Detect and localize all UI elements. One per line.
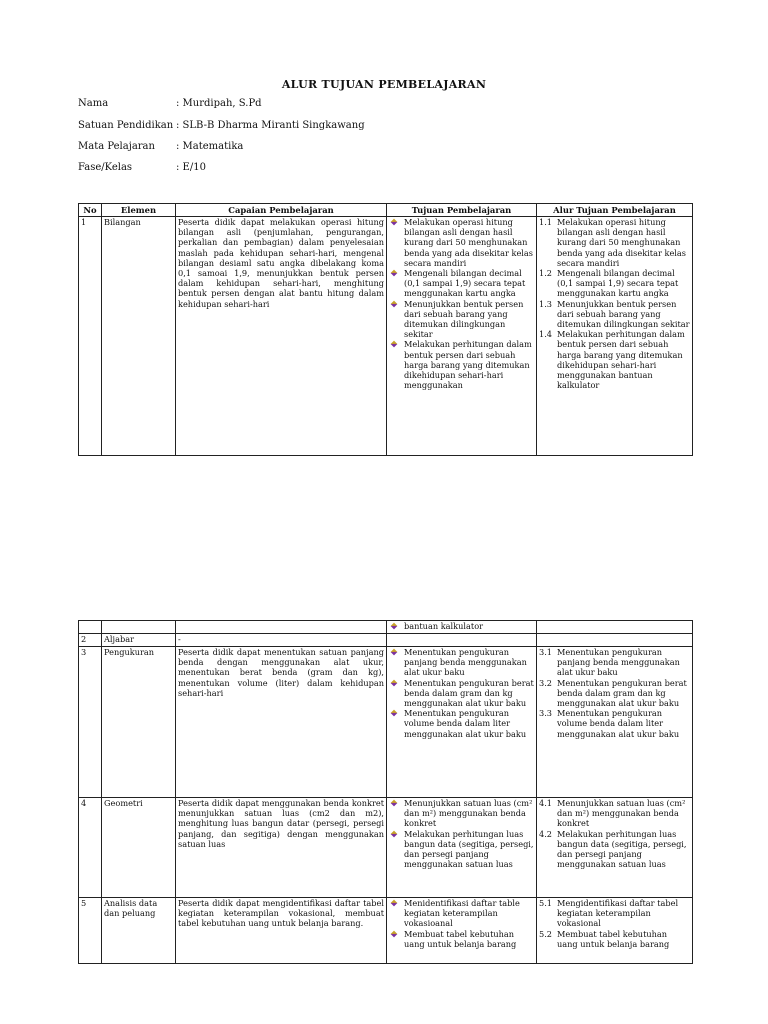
alur-item: [539, 929, 690, 949]
cell-elemen: Analisis data dan peluang: [102, 898, 176, 964]
alur-item: [539, 217, 690, 268]
tujuan-item: Membuat tabel kebutuhan uang untuk belanja barang: [389, 929, 534, 949]
alur-number: 1.3: [539, 298, 553, 309]
info-label: Mata Pelajaran: [78, 141, 155, 152]
table-row-continuation: [79, 621, 693, 634]
cell-elemen: Bilangan: [102, 217, 176, 456]
alur-text: Melakukan operasi hitung bilangan asli dengan hasil kurang dari 50 menghunakan benda yang ada disekitar kelas secara mandiri: [557, 217, 686, 268]
cell-alur: [537, 217, 693, 456]
info-label: Fase/Kelas: [78, 162, 133, 173]
tujuan-item: Melakukan operasi hitung bilangan asli dengan hasil kurang dari 50 menghunakan benda yang ada disekitar kelas secara mandiri: [389, 217, 534, 268]
header-tujuan: Tujuan Pembelajaran: [387, 204, 537, 217]
alur-text: Mengidentifikasi daftar tabel kegiatan keterampilan vokasional: [557, 898, 679, 929]
alur-item: [539, 678, 690, 709]
table-row: [79, 798, 693, 898]
document-title: ALUR TUJUAN PEMBELAJARAN: [281, 78, 487, 91]
cell-no: 1: [79, 217, 102, 456]
cell-no: 5: [79, 898, 102, 964]
info-label: Nama: [78, 98, 109, 109]
table-row: [79, 217, 693, 456]
cell-capaian: -: [176, 634, 387, 647]
alur-number: 1.2: [539, 268, 553, 279]
cell-tujuan-continuation: bantuan kalkulator: [387, 621, 537, 634]
tujuan-item: Menunjukkan satuan luas (cm² dan m²) menggunakan benda konkret: [389, 798, 534, 829]
table-row: [79, 634, 693, 647]
table-header-row: [79, 204, 693, 217]
alur-number: 5.1: [539, 898, 553, 908]
table-row: [79, 647, 693, 798]
alur-item: [539, 708, 690, 739]
cell-tujuan: [387, 217, 537, 456]
header-alur: Alur Tujuan Pembelajaran: [537, 204, 693, 217]
alur-number: 1.4: [539, 329, 553, 340]
alur-text: Menunjukkan satuan luas (cm² dan m²) menggunakan benda konkret: [557, 798, 686, 829]
cell-no: 4: [79, 798, 102, 898]
cell-alur: [537, 798, 693, 898]
alur-item: [539, 898, 690, 929]
tujuan-item: Menentukan pengukuran berat benda dalam gram dan kg menggunakan alat ukur baku: [389, 678, 534, 709]
alur-item: [539, 829, 690, 870]
alur-item: [539, 329, 690, 390]
tujuan-item: Menunjukkan bentuk persen dari sebuah barang yang ditemukan dilingkungan sekitar: [389, 299, 534, 340]
info-value: : SLB-B Dharma Miranti Singkawang: [176, 120, 365, 131]
header-no: No: [79, 204, 102, 217]
alur-item: [539, 798, 690, 829]
cell-no: 3: [79, 647, 102, 798]
alur-number: 3.3: [539, 708, 553, 719]
cell-capaian: Peserta didik dapat menentukan satuan panjang benda dengan menggunakan alat ukur, menentukan berat benda (gram dan kg), menentukan volume (liter) dalam kehidupan sehari-hari: [176, 647, 387, 798]
tujuan-item: Menidentifikasi daftar table kegiatan keterampilan vokasioanal: [389, 898, 534, 929]
cell-capaian: Peserta didik dapat mengidentifikasi daftar tabel kegiatan keterampilan vokasional, membuat tabel kebutuhan uang untuk belanja barang.: [176, 898, 387, 964]
alur-text: Membuat tabel kebutuhan uang untuk belanja barang: [557, 928, 670, 949]
alur-text: Menentukan pengukuran panjang benda menggunakan alat ukur baku: [557, 647, 680, 678]
alur-text: Mengenali bilangan decimal (0,1 sampai 1,9) secara tepat menggunakan kartu angka: [557, 268, 679, 299]
alur-item: [539, 268, 690, 299]
alur-text: Menunjukkan bentuk persen dari sebuah barang yang ditemukan dilingkungan sekitar: [557, 298, 690, 330]
cell-alur: [537, 647, 693, 798]
info-label: Satuan Pendidikan: [78, 120, 174, 131]
alur-number: 4.1: [539, 798, 553, 808]
alur-text: Menentukan pengukuran volume benda dalam liter menggunakan alat ukur baku: [557, 708, 680, 739]
alur-number: 5.2: [539, 928, 553, 939]
alur-number: 3.1: [539, 647, 553, 657]
atp-table-part2: [78, 620, 693, 964]
cell-tujuan: [387, 898, 537, 964]
alur-item: [539, 299, 690, 330]
alur-text: Menentukan pengukuran berat benda dalam gram dan kg menggunakan alat ukur baku: [557, 677, 687, 709]
alur-item: [539, 647, 690, 678]
alur-text: Melakukan perhitungan luas bangun data (segitiga, persegi, dan persegi panjang menggunakan satuan luas: [557, 828, 687, 870]
cell-elemen: Geometri: [102, 798, 176, 898]
alur-text: Melakukan perhitungan dalam bentuk persen dari sebuah harga barang yang ditemukan dikehidupan sehari-hari menggunakan bantuan kalkulator: [557, 329, 685, 391]
tujuan-item: Melakukan perhitungan luas bangun data (segitiga, persegi, dan persegi panjang menggunakan satuan luas: [389, 829, 534, 870]
cell-no: 2: [79, 634, 102, 647]
cell-elemen: Pengukuran: [102, 647, 176, 798]
cell-elemen: Aljabar: [102, 634, 176, 647]
info-value: : Matematika: [176, 141, 244, 152]
cell-tujuan: [387, 647, 537, 798]
alur-number: 4.2: [539, 828, 553, 839]
table-row: [79, 898, 693, 964]
tujuan-item: Menentukan pengukuran panjang benda menggunakan alat ukur baku: [389, 647, 534, 678]
info-value: : E/10: [176, 162, 206, 173]
header-capaian: Capaian Pembelajaran: [176, 204, 387, 217]
info-value: : Murdipah, S.Pd: [176, 98, 262, 109]
cell-alur: [537, 898, 693, 964]
cell-capaian: Peserta didik dapat menggunakan benda konkret menunjukkan satuan luas (cm2 dan m2), menghitung luas bangun datar (persegi, persegi panjang, dan segitiga) dengan menggunakan satuan luas: [176, 798, 387, 898]
cell-tujuan: [387, 798, 537, 898]
tujuan-item: Melakukan perhitungan dalam bentuk persen dari sebuah harga barang yang ditemukan dikehidupan sehari-hari menggunakan: [389, 339, 534, 390]
header-elemen: Elemen: [102, 204, 176, 217]
cell-capaian: Peserta didik dapat melakukan operasi hitung bilangan asli (penjumlahan, pengurangan, perkalian dan pembagian) dalam penyelesaian maslah pada kehidupan sehari-hari, mengenal bilangan desiaml satu angka dibelakang koma 0,1 samoai 1,9, menunjukkan bentuk persen dalam kehidupan sehari-hari, menghitung bentuk persen dengan alat bantu hitung dalam kehidupan sehari-hari: [176, 217, 387, 456]
alur-number: 3.2: [539, 677, 553, 688]
alur-number: 1.1: [539, 217, 553, 227]
atp-table-part1: [78, 203, 693, 456]
tujuan-item: Mengenali bilangan decimal (0,1 sampai 1,9) secara tepat menggunakan kartu angka: [389, 268, 534, 299]
tujuan-item: Menentukan pengukuran volume benda dalam liter menggunakan alat ukur baku: [389, 708, 534, 739]
